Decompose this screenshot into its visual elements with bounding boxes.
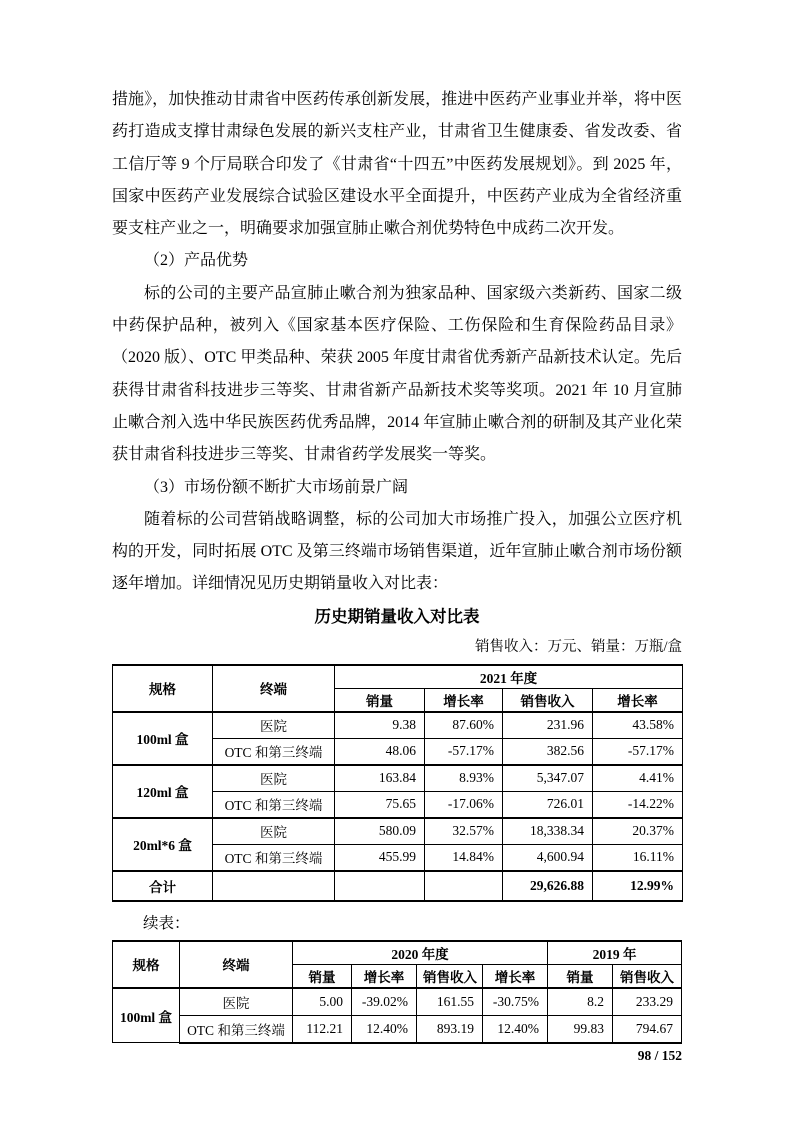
paragraph-market-share: 随着标的公司营销战略调整，标的公司加大市场推广投入，加强公立医疗机构的开发，同时拓展 OTC 及第三终端市场销售渠道，近年宣肺止嗽合剂市场份额逐年增加。详细情况见历史期销量收入对比表： xyxy=(112,510,682,593)
value-cell: -57.17% xyxy=(593,738,683,765)
empty-cell xyxy=(425,871,503,901)
header-cell-revenue: 销售收入 xyxy=(503,688,593,712)
header-cell-spec: 规格 xyxy=(113,941,180,988)
value-cell: 4,600.94 xyxy=(503,844,593,871)
header-cell-year-2019: 2019 年 xyxy=(548,941,682,965)
value-cell: 382.56 xyxy=(503,738,593,765)
terminal-cell: OTC 和第三终端 xyxy=(180,1015,293,1043)
table-title: 历史期销量收入对比表 xyxy=(314,607,480,626)
page-number: 98 / 152 xyxy=(637,1047,682,1063)
table-header-row xyxy=(113,941,682,965)
terminal-cell: OTC 和第三终端 xyxy=(213,791,335,818)
terminal-cell: OTC 和第三终端 xyxy=(213,738,335,765)
value-cell: 20.37% xyxy=(593,818,683,845)
value-cell: 12.40% xyxy=(483,1015,548,1043)
value-cell: 794.67 xyxy=(613,1015,682,1043)
value-cell: 18,338.34 xyxy=(503,818,593,845)
value-cell: 99.83 xyxy=(548,1015,613,1043)
total-growth-cell: 12.99% xyxy=(593,871,683,901)
value-cell: 4.41% xyxy=(593,765,683,792)
value-cell: 455.99 xyxy=(335,844,425,871)
header-cell-growth: 增长率 xyxy=(483,964,548,988)
heading-product-advantage: （2）产品优势 xyxy=(144,252,249,270)
value-cell: 112.21 xyxy=(293,1015,352,1043)
value-cell: 75.65 xyxy=(335,791,425,818)
value-cell: -17.06% xyxy=(425,791,503,818)
header-cell-terminal: 终端 xyxy=(180,941,293,988)
value-cell: 161.55 xyxy=(417,988,483,1016)
table-header-row xyxy=(113,665,683,689)
spec-cell: 100ml 盒 xyxy=(113,712,213,765)
value-cell: 163.84 xyxy=(335,765,425,792)
value-cell: 5.00 xyxy=(293,988,352,1016)
page-content xyxy=(112,84,682,1065)
continuation-label: 续表： xyxy=(143,914,190,932)
header-cell-growth: 增长率 xyxy=(352,964,417,988)
paragraph-product-advantage: 标的公司的主要产品宣肺止嗽合剂为独家品种、国家级六类新药、国家二级中药保护品种，被列入《国家基本医疗保险、工伤保险和生育保险药品目录》（2020 版）、OTC 甲类品种、荣获 2005 年度甘肃省优秀新产品新技术认定。先后获得甘肃省科技进步三等奖、甘肃省新产品新技术奖等奖项。2021 年 10 月宣肺止嗽合剂入选中华民族医药优秀品牌，2014 年宣肺止嗽合剂的研制及其产业化荣获甘肃省科技进步三等奖、甘肃省药学发展奖一等奖。 xyxy=(112,284,682,464)
unit-note: 销售收入：万元、销量：万瓶/盒 xyxy=(474,638,682,655)
value-cell: 233.29 xyxy=(613,988,682,1016)
value-cell: 87.60% xyxy=(425,712,503,739)
value-cell: 580.09 xyxy=(335,818,425,845)
header-cell-volume: 销量 xyxy=(335,688,425,712)
value-cell: 8.2 xyxy=(548,988,613,1016)
value-cell: 48.06 xyxy=(335,738,425,765)
header-cell-spec: 规格 xyxy=(113,665,213,712)
value-cell: 16.11% xyxy=(593,844,683,871)
spec-cell: 120ml 盒 xyxy=(113,765,213,818)
value-cell: -14.22% xyxy=(593,791,683,818)
header-cell-revenue: 销售收入 xyxy=(417,964,483,988)
terminal-cell: 医院 xyxy=(180,988,293,1016)
header-cell-year-2020: 2020 年度 xyxy=(293,941,548,965)
value-cell: 231.96 xyxy=(503,712,593,739)
value-cell: 726.01 xyxy=(503,791,593,818)
header-cell-volume: 销量 xyxy=(548,964,613,988)
value-cell: 893.19 xyxy=(417,1015,483,1043)
value-cell: 14.84% xyxy=(425,844,503,871)
terminal-cell: OTC 和第三终端 xyxy=(213,844,335,871)
value-cell: 12.40% xyxy=(352,1015,417,1043)
header-cell-growth: 增长率 xyxy=(425,688,503,712)
terminal-cell: 医院 xyxy=(213,712,335,739)
value-cell: -57.17% xyxy=(425,738,503,765)
table-row xyxy=(113,1015,682,1043)
header-cell-year: 2021 年度 xyxy=(335,665,683,689)
empty-cell xyxy=(335,871,425,901)
spec-cell: 100ml 盒 xyxy=(113,988,180,1043)
value-cell: 8.93% xyxy=(425,765,503,792)
value-cell: -39.02% xyxy=(352,988,417,1016)
value-cell: 43.58% xyxy=(593,712,683,739)
total-revenue-cell: 29,626.88 xyxy=(503,871,593,901)
sales-table-2020-2019 xyxy=(112,940,682,1044)
header-cell-terminal: 终端 xyxy=(213,665,335,712)
heading-market-share: （3）市场份额不断扩大市场前景广阔 xyxy=(144,478,409,496)
table-row xyxy=(113,818,683,845)
table-total-row xyxy=(113,871,683,901)
terminal-cell: 医院 xyxy=(213,765,335,792)
table-row xyxy=(113,988,682,1016)
spec-cell: 20ml*6 盒 xyxy=(113,818,213,871)
header-cell-growth: 增长率 xyxy=(593,688,683,712)
header-cell-volume: 销量 xyxy=(293,964,352,988)
empty-cell xyxy=(213,871,335,901)
paragraph-policy: 措施》，加快推动甘肃省中医药传承创新发展，推进中医药产业事业并举，将中医药打造成支撑甘肃绿色发展的新兴支柱产业，甘肃省卫生健康委、省发改委、省工信厅等 9 个厅局联合印发了《甘肃省“十四五”中医药发展规划》。到 2025 年，国家中医药产业发展综合试验区建设水平全面提升，中医药产业成为全省经济重要支柱产业之一，明确要求加强宣肺止嗽合剂优势特色中成药二次开发。 xyxy=(112,91,682,238)
value-cell: 5,347.07 xyxy=(503,765,593,792)
total-label-cell: 合计 xyxy=(113,871,213,901)
terminal-cell: 医院 xyxy=(213,818,335,845)
table-row xyxy=(113,765,683,792)
sales-table-2021 xyxy=(112,664,683,902)
value-cell: 9.38 xyxy=(335,712,425,739)
value-cell: -30.75% xyxy=(483,988,548,1016)
header-cell-revenue: 销售收入 xyxy=(613,964,682,988)
value-cell: 32.57% xyxy=(425,818,503,845)
table-row xyxy=(113,712,683,739)
